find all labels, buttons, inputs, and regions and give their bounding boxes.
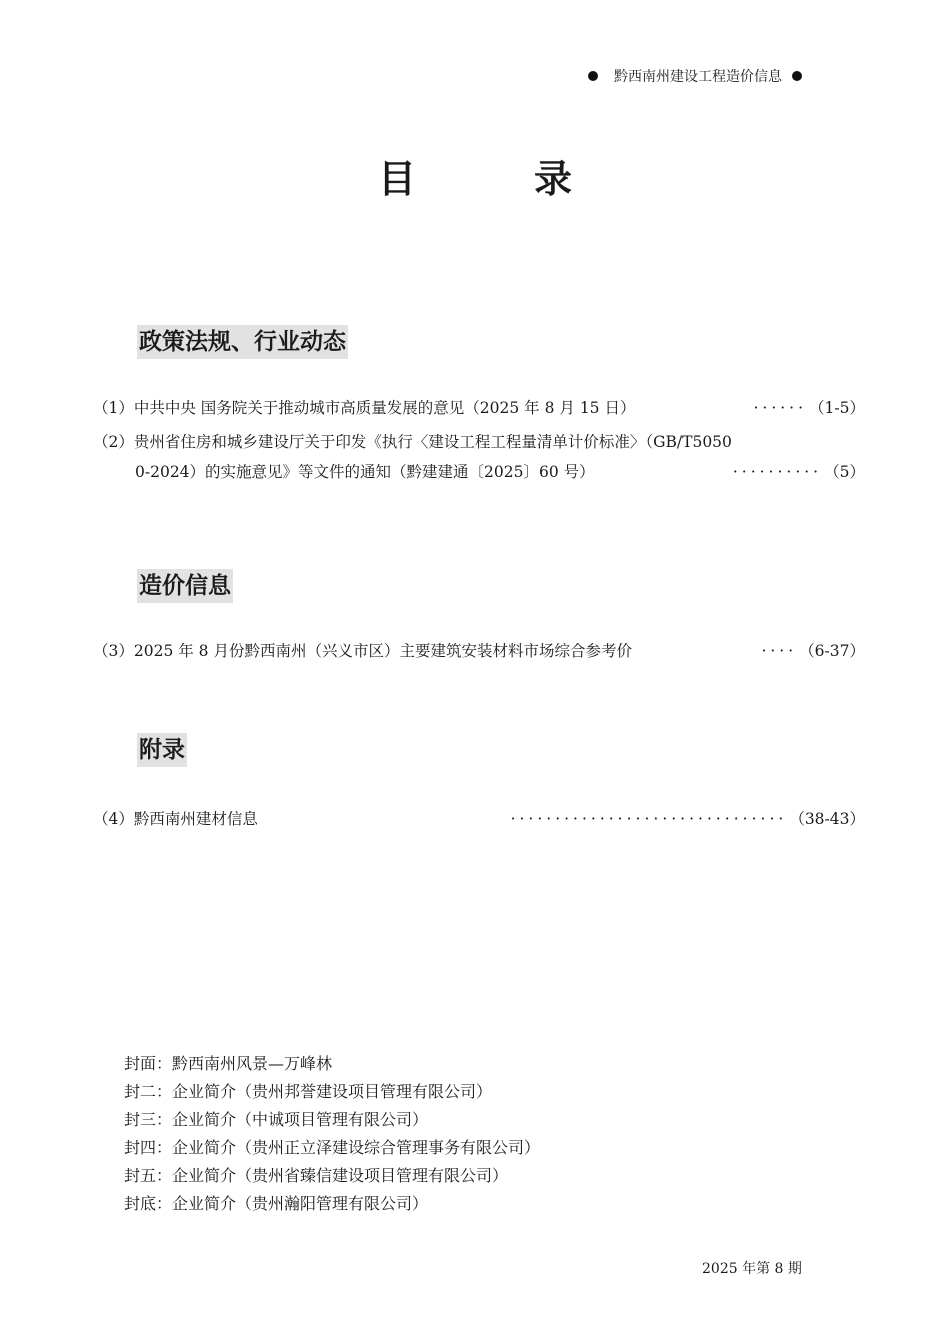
entry-number: （1） — [93, 399, 134, 417]
toc-entry-3[interactable] — [93, 636, 865, 666]
cover-list — [124, 1050, 540, 1218]
entry-number: （2） — [93, 433, 134, 451]
cover-three: 封三：企业简介（中诚项目管理有限公司） — [124, 1110, 429, 1129]
cover-four: 封四：企业简介（贵州正立泽建设综合管理事务有限公司） — [124, 1138, 541, 1157]
dot-leader: ······ — [753, 399, 808, 417]
dot-leader: ·········· — [732, 463, 823, 481]
entry-page: （5） — [824, 463, 865, 481]
entry-number: （4） — [93, 810, 134, 828]
entry-title: 2025 年 8 月份黔西南州（兴义市区）主要建筑安装材料市场综合参考价 — [133, 642, 632, 660]
entry-number: （3） — [93, 642, 134, 660]
cover-two: 封二：企业简介（贵州邦誉建设项目管理有限公司） — [124, 1082, 493, 1101]
entry-page: （38-43） — [789, 810, 865, 828]
section-heading-policy: 政策法规、行业动态 — [137, 325, 348, 359]
entry-page: （6-37） — [799, 642, 865, 660]
toc-entry-4[interactable] — [93, 804, 865, 834]
bullet-dot-icon — [588, 71, 598, 81]
running-header — [588, 66, 838, 86]
entry-title: 贵州省住房和城乡建设厅关于印发《执行〈建设工程工程量清单计价标准〉（GB/T5050 — [133, 433, 732, 451]
dot-leader: ···· — [761, 642, 798, 660]
toc-entry-1[interactable] — [93, 393, 865, 423]
entry-title-continued: 0-2024）的实施意见》等文件的通知（黔建建通〔2025〕60 号） — [135, 463, 595, 481]
page-title: 目 录 — [377, 157, 612, 201]
entry-title: 黔西南州建材信息 — [133, 810, 258, 828]
entry-title: 中共中央 国务院关于推动城市高质量发展的意见（2025 年 8 月 15 日） — [133, 399, 636, 417]
cover-front: 封面：黔西南州风景—万峰林 — [124, 1054, 333, 1073]
dot-leader: ······························· — [510, 810, 788, 828]
section-heading-appendix: 附录 — [137, 733, 187, 767]
toc-entry-2[interactable] — [93, 427, 865, 487]
section-heading-price: 造价信息 — [137, 569, 233, 603]
publication-name: 黔西南州建设工程造价信息 — [614, 69, 782, 85]
bullet-dot-icon — [792, 71, 802, 81]
cover-five: 封五：企业简介（贵州省臻信建设项目管理有限公司） — [124, 1166, 509, 1185]
entry-page: （1-5） — [809, 399, 865, 417]
cover-back: 封底：企业简介（贵州瀚阳管理有限公司） — [124, 1194, 429, 1213]
issue-number: 2025 年第 8 期 — [702, 1261, 802, 1277]
